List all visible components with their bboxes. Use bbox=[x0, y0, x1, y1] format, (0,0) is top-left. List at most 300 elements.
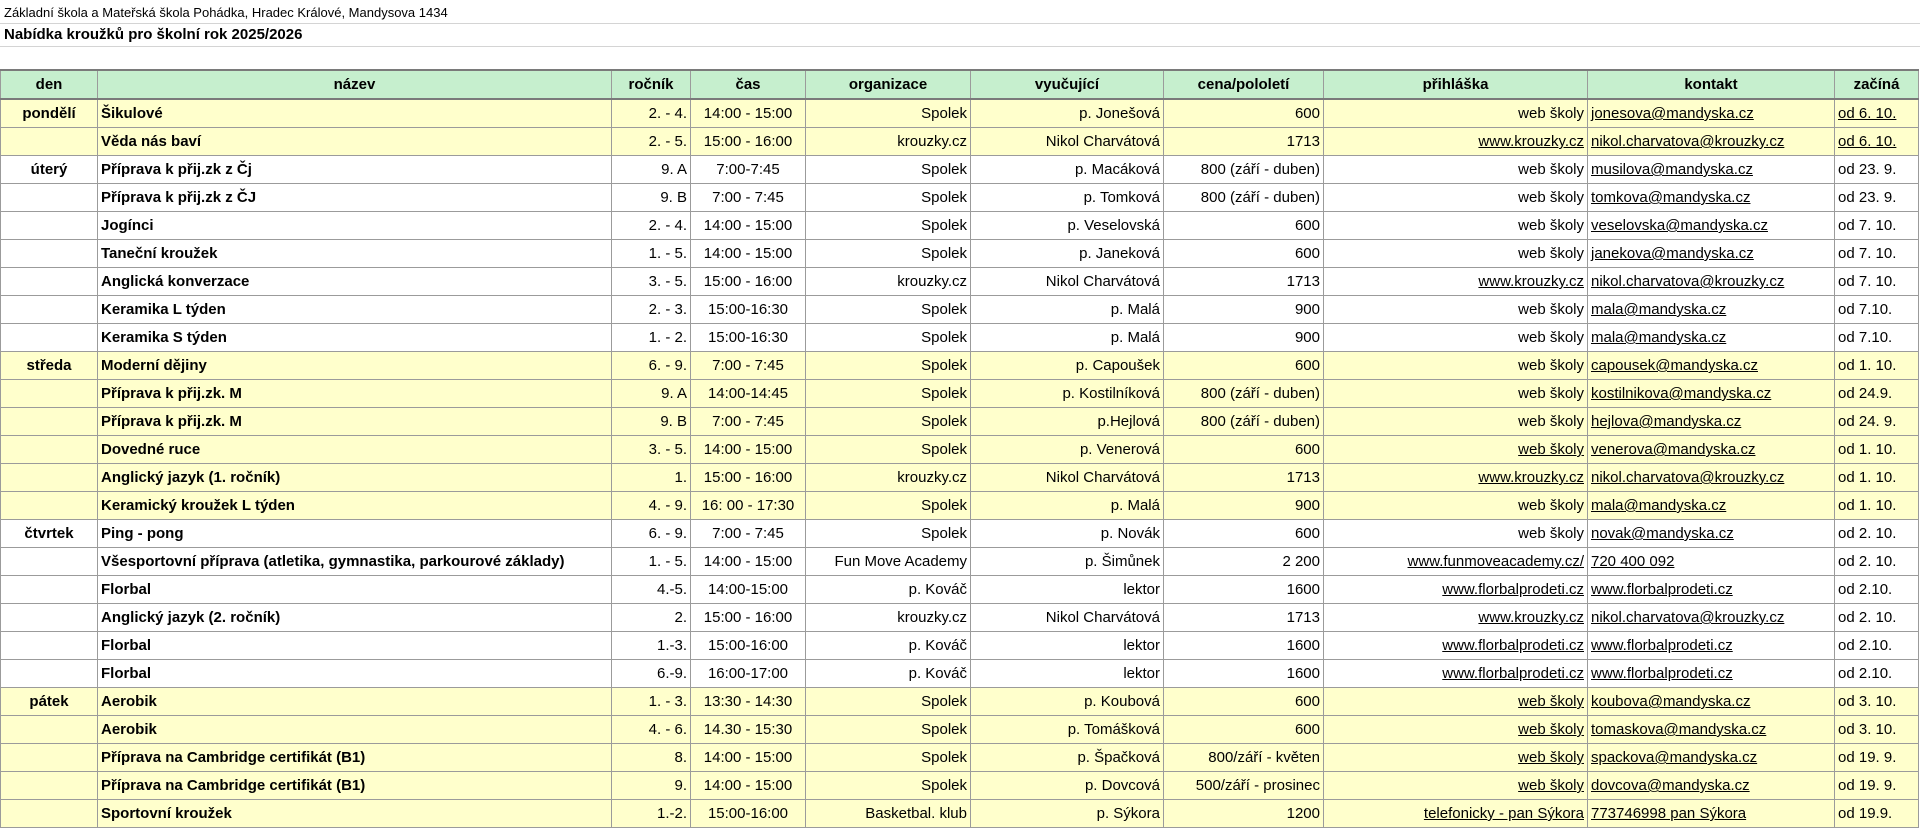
cell-signup[interactable]: www.krouzky.cz bbox=[1324, 604, 1588, 632]
cell-price[interactable]: 600 bbox=[1164, 716, 1324, 744]
cell-start[interactable]: od 7. 10. bbox=[1835, 240, 1919, 268]
cell-start[interactable]: od 3. 10. bbox=[1835, 688, 1919, 716]
col-header-contact[interactable]: kontakt bbox=[1588, 70, 1835, 99]
cell-start[interactable]: od 6. 10. bbox=[1835, 99, 1919, 128]
cell-teacher[interactable]: lektor bbox=[971, 660, 1164, 688]
cell-grade[interactable]: 2. - 4. bbox=[612, 212, 691, 240]
cell-time[interactable]: 7:00 - 7:45 bbox=[691, 352, 806, 380]
cell-organization[interactable]: Spolek bbox=[806, 744, 971, 772]
cell-day[interactable] bbox=[1, 548, 98, 576]
page-title: Nabídka kroužků pro školní rok 2025/2026 bbox=[4, 26, 303, 43]
cell-contact[interactable]: capousek@mandyska.cz bbox=[1588, 352, 1835, 380]
table-row bbox=[1, 128, 1919, 156]
cell-organization[interactable]: krouzky.cz bbox=[806, 128, 971, 156]
cell-grade[interactable]: 2. - 5. bbox=[612, 128, 691, 156]
cell-time[interactable]: 14.30 - 15:30 bbox=[691, 716, 806, 744]
col-header-time[interactable]: čas bbox=[691, 70, 806, 99]
cell-grade[interactable]: 2. - 3. bbox=[612, 296, 691, 324]
cell-time[interactable]: 15:00 - 16:00 bbox=[691, 604, 806, 632]
cell-price[interactable]: 1600 bbox=[1164, 632, 1324, 660]
cell-organization[interactable]: krouzky.cz bbox=[806, 604, 971, 632]
cell-price[interactable]: 600 bbox=[1164, 240, 1324, 268]
table-row bbox=[1, 520, 1919, 548]
table-row bbox=[1, 184, 1919, 212]
cell-organization[interactable]: Spolek bbox=[806, 324, 971, 352]
cell-grade[interactable]: 8. bbox=[612, 744, 691, 772]
cell-grade[interactable]: 2. - 4. bbox=[612, 99, 691, 128]
cell-start[interactable]: od 7.10. bbox=[1835, 296, 1919, 324]
cell-contact[interactable]: veselovska@mandyska.cz bbox=[1588, 212, 1835, 240]
cell-organization[interactable]: p. Kováč bbox=[806, 576, 971, 604]
cell-grade[interactable]: 2. bbox=[612, 604, 691, 632]
table-row bbox=[1, 632, 1919, 660]
cell-contact[interactable]: tomkova@mandyska.cz bbox=[1588, 184, 1835, 212]
cell-day[interactable]: středa bbox=[1, 352, 98, 380]
cell-organization[interactable]: Spolek bbox=[806, 352, 971, 380]
cell-grade[interactable]: 1.-3. bbox=[612, 632, 691, 660]
cell-teacher[interactable]: p. Novák bbox=[971, 520, 1164, 548]
cell-day[interactable] bbox=[1, 436, 98, 464]
cell-day[interactable] bbox=[1, 604, 98, 632]
cell-contact[interactable]: nikol.charvatova@krouzky.cz bbox=[1588, 268, 1835, 296]
cell-name[interactable]: Anglický jazyk (2. ročník) bbox=[98, 604, 612, 632]
cell-organization[interactable]: p. Kováč bbox=[806, 632, 971, 660]
cell-start[interactable]: od 23. 9. bbox=[1835, 184, 1919, 212]
cell-name[interactable]: Příprava k přij.zk. M bbox=[98, 380, 612, 408]
cell-price[interactable]: 900 bbox=[1164, 296, 1324, 324]
cell-grade[interactable]: 3. - 5. bbox=[612, 436, 691, 464]
col-header-name[interactable]: název bbox=[98, 70, 612, 99]
cell-signup[interactable]: web školy bbox=[1324, 352, 1588, 380]
cell-grade[interactable]: 6. - 9. bbox=[612, 352, 691, 380]
cell-name[interactable]: Keramika L týden bbox=[98, 296, 612, 324]
cell-contact[interactable]: nikol.charvatova@krouzky.cz bbox=[1588, 464, 1835, 492]
cell-time[interactable]: 7:00 - 7:45 bbox=[691, 184, 806, 212]
cell-start[interactable]: od 19. 9. bbox=[1835, 744, 1919, 772]
cell-signup[interactable]: web školy bbox=[1324, 716, 1588, 744]
cell-time[interactable]: 14:00 - 15:00 bbox=[691, 99, 806, 128]
cell-day[interactable] bbox=[1, 492, 98, 520]
cell-contact[interactable]: mala@mandyska.cz bbox=[1588, 324, 1835, 352]
gridline bbox=[0, 23, 1920, 24]
clubs-table bbox=[0, 69, 1919, 828]
table-row bbox=[1, 99, 1919, 128]
cell-time[interactable]: 15:00 - 16:00 bbox=[691, 128, 806, 156]
cell-day[interactable] bbox=[1, 800, 98, 828]
cell-organization[interactable]: Spolek bbox=[806, 408, 971, 436]
cell-price[interactable]: 800 (září - duben) bbox=[1164, 156, 1324, 184]
cell-time[interactable]: 15:00 - 16:00 bbox=[691, 464, 806, 492]
cell-price[interactable]: 600 bbox=[1164, 352, 1324, 380]
cell-signup[interactable]: web školy bbox=[1324, 380, 1588, 408]
cell-price[interactable]: 800 (září - duben) bbox=[1164, 184, 1324, 212]
cell-start[interactable]: od 7.10. bbox=[1835, 324, 1919, 352]
cell-day[interactable] bbox=[1, 296, 98, 324]
cell-name[interactable]: Aerobik bbox=[98, 688, 612, 716]
table-row bbox=[1, 268, 1919, 296]
cell-teacher[interactable]: p. Malá bbox=[971, 324, 1164, 352]
cell-contact[interactable]: jonesova@mandyska.cz bbox=[1588, 99, 1835, 128]
col-header-organization[interactable]: organizace bbox=[806, 70, 971, 99]
cell-organization[interactable]: Spolek bbox=[806, 492, 971, 520]
table-row bbox=[1, 464, 1919, 492]
cell-contact[interactable]: www.florbalprodeti.cz bbox=[1588, 660, 1835, 688]
cell-organization[interactable]: Basketbal. klub bbox=[806, 800, 971, 828]
cell-start[interactable]: od 1. 10. bbox=[1835, 436, 1919, 464]
cell-name[interactable]: Všesportovní příprava (atletika, gymnastika, parkourové základy) bbox=[98, 548, 612, 576]
cell-signup[interactable]: web školy bbox=[1324, 436, 1588, 464]
cell-name[interactable]: Šikulové bbox=[98, 99, 612, 128]
table-row bbox=[1, 408, 1919, 436]
cell-grade[interactable]: 6. - 9. bbox=[612, 520, 691, 548]
school-name: Základní škola a Mateřská škola Pohádka, Hradec Králové, Mandysova 1434 bbox=[4, 5, 448, 20]
cell-signup[interactable]: www.krouzky.cz bbox=[1324, 464, 1588, 492]
cell-organization[interactable]: Fun Move Academy bbox=[806, 548, 971, 576]
cell-start[interactable]: od 2.10. bbox=[1835, 660, 1919, 688]
cell-signup[interactable]: web školy bbox=[1324, 492, 1588, 520]
cell-organization[interactable]: Spolek bbox=[806, 520, 971, 548]
cell-teacher[interactable]: p. Capoušek bbox=[971, 352, 1164, 380]
cell-day[interactable] bbox=[1, 660, 98, 688]
cell-time[interactable]: 15:00-16:30 bbox=[691, 296, 806, 324]
cell-contact[interactable]: musilova@mandyska.cz bbox=[1588, 156, 1835, 184]
cell-start[interactable]: od 19.9. bbox=[1835, 800, 1919, 828]
cell-grade[interactable]: 1. - 5. bbox=[612, 240, 691, 268]
table-row bbox=[1, 212, 1919, 240]
cell-time[interactable]: 16:00-17:00 bbox=[691, 660, 806, 688]
cell-contact[interactable]: 773746998 pan Sýkora bbox=[1588, 800, 1835, 828]
cell-organization[interactable]: krouzky.cz bbox=[806, 464, 971, 492]
cell-name[interactable]: Anglický jazyk (1. ročník) bbox=[98, 464, 612, 492]
cell-organization[interactable]: Spolek bbox=[806, 212, 971, 240]
cell-name[interactable]: Anglická konverzace bbox=[98, 268, 612, 296]
cell-signup[interactable]: web školy bbox=[1324, 772, 1588, 800]
cell-day[interactable] bbox=[1, 716, 98, 744]
cell-day[interactable] bbox=[1, 632, 98, 660]
col-header-teacher[interactable]: vyučující bbox=[971, 70, 1164, 99]
cell-name[interactable]: Florbal bbox=[98, 576, 612, 604]
cell-start[interactable]: od 2. 10. bbox=[1835, 604, 1919, 632]
cell-time[interactable]: 15:00-16:00 bbox=[691, 800, 806, 828]
table-row bbox=[1, 576, 1919, 604]
cell-signup[interactable]: web školy bbox=[1324, 240, 1588, 268]
cell-signup[interactable]: www.florbalprodeti.cz bbox=[1324, 576, 1588, 604]
table-row bbox=[1, 436, 1919, 464]
cell-signup[interactable]: web školy bbox=[1324, 184, 1588, 212]
header-row bbox=[1, 70, 1919, 99]
cell-contact[interactable]: nikol.charvatova@krouzky.cz bbox=[1588, 604, 1835, 632]
cell-signup[interactable]: www.krouzky.cz bbox=[1324, 268, 1588, 296]
cell-grade[interactable]: 1. - 5. bbox=[612, 548, 691, 576]
cell-teacher[interactable]: p. Jonešová bbox=[971, 99, 1164, 128]
table-row bbox=[1, 492, 1919, 520]
cell-price[interactable]: 600 bbox=[1164, 520, 1324, 548]
cell-teacher[interactable]: p. Veselovská bbox=[971, 212, 1164, 240]
cell-contact[interactable]: koubova@mandyska.cz bbox=[1588, 688, 1835, 716]
cell-grade[interactable]: 9. A bbox=[612, 380, 691, 408]
cell-grade[interactable]: 9. B bbox=[612, 408, 691, 436]
cell-price[interactable]: 2 200 bbox=[1164, 548, 1324, 576]
cell-organization[interactable]: Spolek bbox=[806, 772, 971, 800]
cell-organization[interactable]: Spolek bbox=[806, 99, 971, 128]
cell-name[interactable]: Florbal bbox=[98, 632, 612, 660]
cell-contact[interactable]: www.florbalprodeti.cz bbox=[1588, 576, 1835, 604]
cell-price[interactable]: 1713 bbox=[1164, 128, 1324, 156]
cell-day[interactable]: čtvrtek bbox=[1, 520, 98, 548]
col-header-signup[interactable]: přihláška bbox=[1324, 70, 1588, 99]
cell-name[interactable]: Příprava na Cambridge certifikát (B1) bbox=[98, 772, 612, 800]
table-row bbox=[1, 296, 1919, 324]
cell-teacher[interactable]: Nikol Charvátová bbox=[971, 128, 1164, 156]
cell-signup[interactable]: www.florbalprodeti.cz bbox=[1324, 660, 1588, 688]
cell-start[interactable]: od 1. 10. bbox=[1835, 464, 1919, 492]
cell-contact[interactable]: dovcova@mandyska.cz bbox=[1588, 772, 1835, 800]
cell-grade[interactable]: 6.-9. bbox=[612, 660, 691, 688]
cell-day[interactable] bbox=[1, 576, 98, 604]
cell-organization[interactable]: Spolek bbox=[806, 156, 971, 184]
cell-day[interactable] bbox=[1, 324, 98, 352]
cell-name[interactable]: Keramický kroužek L týden bbox=[98, 492, 612, 520]
cell-name[interactable]: Dovedné ruce bbox=[98, 436, 612, 464]
cell-signup[interactable]: web školy bbox=[1324, 520, 1588, 548]
cell-time[interactable]: 14:00 - 15:00 bbox=[691, 772, 806, 800]
cell-name[interactable]: Florbal bbox=[98, 660, 612, 688]
cell-organization[interactable]: p. Kováč bbox=[806, 660, 971, 688]
cell-organization[interactable]: Spolek bbox=[806, 716, 971, 744]
cell-organization[interactable]: krouzky.cz bbox=[806, 268, 971, 296]
cell-name[interactable]: Aerobik bbox=[98, 716, 612, 744]
cell-time[interactable]: 14:00 - 15:00 bbox=[691, 744, 806, 772]
cell-day[interactable] bbox=[1, 464, 98, 492]
cell-teacher[interactable]: p. Kostilníková bbox=[971, 380, 1164, 408]
cell-time[interactable]: 14:00 - 15:00 bbox=[691, 212, 806, 240]
cell-organization[interactable]: Spolek bbox=[806, 436, 971, 464]
cell-contact[interactable]: kostilnikova@mandyska.cz bbox=[1588, 380, 1835, 408]
cell-price[interactable]: 1713 bbox=[1164, 464, 1324, 492]
table-row bbox=[1, 604, 1919, 632]
cell-grade[interactable]: 1.-2. bbox=[612, 800, 691, 828]
cell-grade[interactable]: 1. - 2. bbox=[612, 324, 691, 352]
cell-grade[interactable]: 9. bbox=[612, 772, 691, 800]
cell-day[interactable] bbox=[1, 240, 98, 268]
cell-price[interactable]: 600 bbox=[1164, 436, 1324, 464]
cell-grade[interactable]: 9. B bbox=[612, 184, 691, 212]
cell-teacher[interactable]: p. Tomková bbox=[971, 184, 1164, 212]
cell-price[interactable]: 800 (září - duben) bbox=[1164, 380, 1324, 408]
cell-start[interactable]: od 19. 9. bbox=[1835, 772, 1919, 800]
cell-day[interactable]: úterý bbox=[1, 156, 98, 184]
cell-name[interactable]: Sportovní kroužek bbox=[98, 800, 612, 828]
cell-contact[interactable]: spackova@mandyska.cz bbox=[1588, 744, 1835, 772]
cell-contact[interactable]: janekova@mandyska.cz bbox=[1588, 240, 1835, 268]
cell-name[interactable]: Příprava k přij.zk z ČJ bbox=[98, 184, 612, 212]
cell-grade[interactable]: 1. bbox=[612, 464, 691, 492]
col-header-grade[interactable]: ročník bbox=[612, 70, 691, 99]
table-row bbox=[1, 380, 1919, 408]
table-row bbox=[1, 716, 1919, 744]
col-header-price[interactable]: cena/pololetí bbox=[1164, 70, 1324, 99]
cell-day[interactable]: pátek bbox=[1, 688, 98, 716]
cell-price[interactable]: 500/září - prosinec bbox=[1164, 772, 1324, 800]
cell-price[interactable]: 600 bbox=[1164, 99, 1324, 128]
cell-start[interactable]: od 2.10. bbox=[1835, 632, 1919, 660]
cell-signup[interactable]: web školy bbox=[1324, 156, 1588, 184]
cell-teacher[interactable]: lektor bbox=[971, 632, 1164, 660]
cell-time[interactable]: 14:00-15:00 bbox=[691, 576, 806, 604]
col-header-day[interactable]: den bbox=[1, 70, 98, 99]
cell-day[interactable] bbox=[1, 268, 98, 296]
cell-name[interactable]: Taneční kroužek bbox=[98, 240, 612, 268]
cell-price[interactable]: 800/září - květen bbox=[1164, 744, 1324, 772]
cell-grade[interactable]: 4. - 6. bbox=[612, 716, 691, 744]
cell-day[interactable] bbox=[1, 408, 98, 436]
cell-contact[interactable]: venerova@mandyska.cz bbox=[1588, 436, 1835, 464]
table-row bbox=[1, 800, 1919, 828]
cell-teacher[interactable]: p. Malá bbox=[971, 296, 1164, 324]
cell-signup[interactable]: www.funmoveacademy.cz/ bbox=[1324, 548, 1588, 576]
cell-name[interactable]: Příprava k přij.zk. M bbox=[98, 408, 612, 436]
cell-day[interactable] bbox=[1, 744, 98, 772]
cell-start[interactable]: od 2.10. bbox=[1835, 576, 1919, 604]
cell-grade[interactable]: 3. - 5. bbox=[612, 268, 691, 296]
cell-time[interactable]: 16: 00 - 17:30 bbox=[691, 492, 806, 520]
cell-organization[interactable]: Spolek bbox=[806, 688, 971, 716]
cell-teacher[interactable]: p. Malá bbox=[971, 492, 1164, 520]
cell-teacher[interactable]: p. Dovcová bbox=[971, 772, 1164, 800]
cell-time[interactable]: 14:00-14:45 bbox=[691, 380, 806, 408]
cell-time[interactable]: 7:00-7:45 bbox=[691, 156, 806, 184]
cell-teacher[interactable]: p. Tomášková bbox=[971, 716, 1164, 744]
cell-teacher[interactable]: p. Šimůnek bbox=[971, 548, 1164, 576]
cell-grade[interactable]: 4. - 9. bbox=[612, 492, 691, 520]
cell-price[interactable]: 600 bbox=[1164, 688, 1324, 716]
cell-grade[interactable]: 1. - 3. bbox=[612, 688, 691, 716]
cell-teacher[interactable]: Nikol Charvátová bbox=[971, 268, 1164, 296]
cell-teacher[interactable]: p. Sýkora bbox=[971, 800, 1164, 828]
cell-teacher[interactable]: p. Macáková bbox=[971, 156, 1164, 184]
cell-contact[interactable]: hejlova@mandyska.cz bbox=[1588, 408, 1835, 436]
cell-contact[interactable]: nikol.charvatova@krouzky.cz bbox=[1588, 128, 1835, 156]
cell-signup[interactable]: web školy bbox=[1324, 744, 1588, 772]
cell-price[interactable]: 1713 bbox=[1164, 268, 1324, 296]
cell-start[interactable]: od 24. 9. bbox=[1835, 408, 1919, 436]
cell-time[interactable]: 15:00 - 16:00 bbox=[691, 268, 806, 296]
cell-contact[interactable]: novak@mandyska.cz bbox=[1588, 520, 1835, 548]
cell-organization[interactable]: Spolek bbox=[806, 380, 971, 408]
cell-time[interactable]: 14:00 - 15:00 bbox=[691, 436, 806, 464]
cell-teacher[interactable]: lektor bbox=[971, 576, 1164, 604]
cell-start[interactable]: od 1. 10. bbox=[1835, 352, 1919, 380]
cell-organization[interactable]: Spolek bbox=[806, 296, 971, 324]
cell-name[interactable]: Věda nás baví bbox=[98, 128, 612, 156]
cell-start[interactable]: od 24.9. bbox=[1835, 380, 1919, 408]
cell-signup[interactable]: web školy bbox=[1324, 296, 1588, 324]
table-row bbox=[1, 156, 1919, 184]
cell-day[interactable] bbox=[1, 184, 98, 212]
table-body bbox=[1, 99, 1919, 828]
table-row bbox=[1, 772, 1919, 800]
col-header-start[interactable]: začíná bbox=[1835, 70, 1919, 99]
cell-signup[interactable]: telefonicky - pan Sýkora bbox=[1324, 800, 1588, 828]
cell-teacher[interactable]: p. Venerová bbox=[971, 436, 1164, 464]
cell-name[interactable]: Keramika S týden bbox=[98, 324, 612, 352]
cell-price[interactable]: 1600 bbox=[1164, 576, 1324, 604]
cell-signup[interactable]: web školy bbox=[1324, 324, 1588, 352]
cell-name[interactable]: Příprava k přij.zk z Čj bbox=[98, 156, 612, 184]
cell-grade[interactable]: 4.-5. bbox=[612, 576, 691, 604]
cell-price[interactable]: 800 (září - duben) bbox=[1164, 408, 1324, 436]
table-row bbox=[1, 744, 1919, 772]
cell-time[interactable]: 13:30 - 14:30 bbox=[691, 688, 806, 716]
cell-contact[interactable]: mala@mandyska.cz bbox=[1588, 492, 1835, 520]
cell-day[interactable] bbox=[1, 772, 98, 800]
cell-time[interactable]: 7:00 - 7:45 bbox=[691, 408, 806, 436]
cell-organization[interactable]: Spolek bbox=[806, 184, 971, 212]
cell-name[interactable]: Jogínci bbox=[98, 212, 612, 240]
gridline bbox=[0, 46, 1920, 47]
cell-price[interactable]: 600 bbox=[1164, 212, 1324, 240]
table-row bbox=[1, 324, 1919, 352]
cell-signup[interactable]: www.florbalprodeti.cz bbox=[1324, 632, 1588, 660]
cell-grade[interactable]: 9. A bbox=[612, 156, 691, 184]
cell-teacher[interactable]: Nikol Charvátová bbox=[971, 604, 1164, 632]
cell-price[interactable]: 900 bbox=[1164, 324, 1324, 352]
cell-start[interactable]: od 23. 9. bbox=[1835, 156, 1919, 184]
cell-contact[interactable]: mala@mandyska.cz bbox=[1588, 296, 1835, 324]
cell-teacher[interactable]: p.Hejlová bbox=[971, 408, 1164, 436]
cell-time[interactable]: 7:00 - 7:45 bbox=[691, 520, 806, 548]
cell-price[interactable]: 1200 bbox=[1164, 800, 1324, 828]
cell-start[interactable]: od 6. 10. bbox=[1835, 128, 1919, 156]
table-row bbox=[1, 352, 1919, 380]
cell-signup[interactable]: www.krouzky.cz bbox=[1324, 128, 1588, 156]
cell-name[interactable]: Ping - pong bbox=[98, 520, 612, 548]
cell-price[interactable]: 1600 bbox=[1164, 660, 1324, 688]
cell-name[interactable]: Příprava na Cambridge certifikát (B1) bbox=[98, 744, 612, 772]
cell-time[interactable]: 14:00 - 15:00 bbox=[691, 240, 806, 268]
cell-contact[interactable]: 720 400 092 bbox=[1588, 548, 1835, 576]
cell-day[interactable] bbox=[1, 212, 98, 240]
cell-signup[interactable]: web školy bbox=[1324, 408, 1588, 436]
cell-teacher[interactable]: p. Koubová bbox=[971, 688, 1164, 716]
cell-organization[interactable]: Spolek bbox=[806, 240, 971, 268]
cell-start[interactable]: od 7. 10. bbox=[1835, 268, 1919, 296]
cell-day[interactable] bbox=[1, 128, 98, 156]
cell-contact[interactable]: www.florbalprodeti.cz bbox=[1588, 632, 1835, 660]
cell-day[interactable] bbox=[1, 380, 98, 408]
cell-start[interactable]: od 7. 10. bbox=[1835, 212, 1919, 240]
cell-start[interactable]: od 2. 10. bbox=[1835, 548, 1919, 576]
cell-start[interactable]: od 2. 10. bbox=[1835, 520, 1919, 548]
table-row bbox=[1, 548, 1919, 576]
cell-time[interactable]: 15:00-16:30 bbox=[691, 324, 806, 352]
cell-name[interactable]: Moderní dějiny bbox=[98, 352, 612, 380]
cell-price[interactable]: 900 bbox=[1164, 492, 1324, 520]
cell-signup[interactable]: web školy bbox=[1324, 212, 1588, 240]
cell-start[interactable]: od 1. 10. bbox=[1835, 492, 1919, 520]
cell-time[interactable]: 15:00-16:00 bbox=[691, 632, 806, 660]
cell-teacher[interactable]: p. Špačková bbox=[971, 744, 1164, 772]
cell-time[interactable]: 14:00 - 15:00 bbox=[691, 548, 806, 576]
cell-day[interactable]: pondělí bbox=[1, 99, 98, 128]
cell-signup[interactable]: web školy bbox=[1324, 99, 1588, 128]
cell-signup[interactable]: web školy bbox=[1324, 688, 1588, 716]
cell-contact[interactable]: tomaskova@mandyska.cz bbox=[1588, 716, 1835, 744]
cell-start[interactable]: od 3. 10. bbox=[1835, 716, 1919, 744]
cell-price[interactable]: 1713 bbox=[1164, 604, 1324, 632]
cell-teacher[interactable]: Nikol Charvátová bbox=[971, 464, 1164, 492]
cell-teacher[interactable]: p. Janeková bbox=[971, 240, 1164, 268]
